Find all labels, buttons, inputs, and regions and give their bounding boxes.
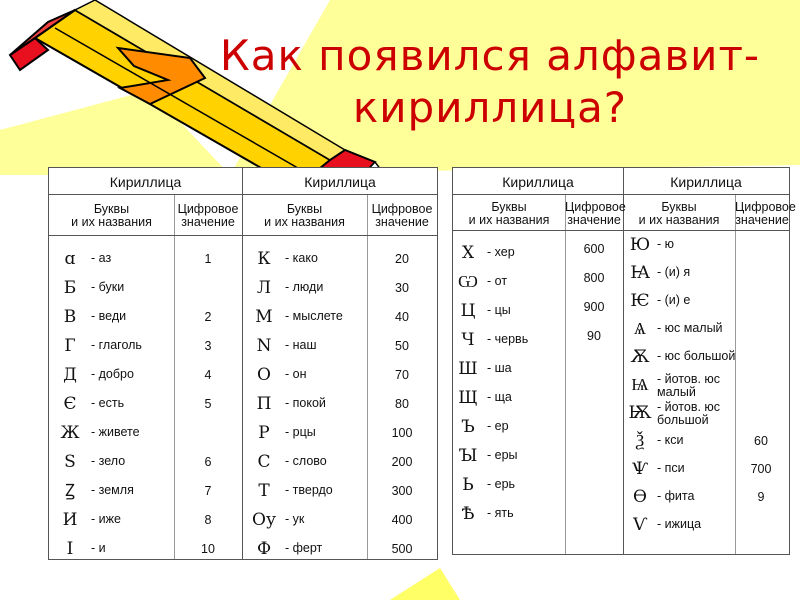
letter-glyph: Т	[258, 481, 270, 501]
letter-glyph: Ж	[60, 423, 80, 443]
letter-glyph: Ѣ	[461, 504, 475, 524]
letter-name: - юс малый	[657, 321, 723, 335]
letter-name: - добро	[91, 367, 134, 381]
letter-name: - иже	[91, 512, 121, 526]
section-header: Кириллица	[109, 174, 182, 190]
letter-glyph: И	[62, 510, 78, 530]
value-header: Цифровое значение	[371, 202, 433, 229]
letter-name: - живете	[91, 425, 140, 439]
yellow-backdrop-bottom	[390, 568, 460, 600]
letter-glyph: О	[257, 365, 271, 385]
numeric-value: 90	[587, 329, 601, 343]
numeric-value: 8	[204, 513, 212, 527]
numeric-value: 100	[391, 426, 413, 440]
numeric-value: 200	[391, 455, 413, 469]
letter-name: - люди	[285, 280, 324, 294]
numeric-value: 700	[750, 462, 772, 476]
letter-glyph: Ѳ	[633, 487, 647, 507]
letter-name: - от	[487, 274, 508, 288]
letter-name: - ер	[487, 419, 509, 433]
letter-glyph: Ш	[458, 359, 478, 379]
letter-name: - пси	[657, 461, 685, 475]
letter-name: - буки	[91, 280, 125, 294]
letter-glyph: М	[255, 307, 273, 327]
letter-glyph: Ѩ	[631, 375, 649, 395]
letter-name: - йотов. юс большой	[657, 400, 721, 427]
letter-glyph: Ѱ	[631, 459, 649, 479]
letter-glyph: N	[256, 336, 272, 356]
letter-name: - земля	[91, 483, 134, 497]
letter-name: - он	[285, 367, 307, 381]
letter-glyph: Ц	[460, 301, 476, 321]
numeric-value: 500	[391, 542, 413, 556]
numeric-value: 3	[204, 339, 212, 353]
letter-name: - глаголь	[91, 338, 142, 352]
letter-glyph: І	[66, 539, 74, 559]
letter-glyph: Г	[64, 336, 76, 356]
letters-header: Буквы и их названия	[264, 202, 345, 229]
letter-glyph: ɑ	[64, 249, 76, 269]
letter-name: - фита	[657, 489, 695, 503]
letter-glyph: Л	[256, 278, 272, 298]
letter-name: - ша	[487, 361, 512, 375]
column-divider	[565, 194, 566, 554]
numeric-value: 1	[204, 252, 212, 266]
letter-name: - твердо	[285, 483, 333, 497]
letter-glyph: К	[257, 249, 271, 269]
numeric-value: 900	[583, 300, 605, 314]
letters-header: Буквы и их названия	[468, 200, 550, 227]
numeric-value: 80	[395, 397, 409, 411]
letter-glyph: Ѧ	[633, 319, 647, 339]
letter-glyph: Ь	[462, 475, 474, 495]
letter-name: - како	[285, 251, 318, 265]
letter-name: - (и) я	[657, 265, 691, 279]
letter-glyph: Щ	[458, 388, 478, 408]
letter-name: - червь	[487, 332, 529, 346]
letter-glyph: Х	[461, 243, 475, 263]
letter-glyph: Ю	[629, 235, 651, 255]
column-divider	[174, 194, 175, 559]
value-header: Цифровое значение	[177, 202, 239, 229]
letter-name: - рцы	[285, 425, 316, 439]
numeric-value: 70	[395, 368, 409, 382]
letter-glyph: Ѵ	[632, 515, 648, 535]
letter-name: - ук	[285, 512, 305, 526]
letter-glyph: С	[257, 452, 271, 472]
column-divider	[735, 194, 736, 554]
letter-name: - есть	[91, 396, 125, 410]
letter-name: - покой	[285, 396, 326, 410]
letter-name: - слово	[285, 454, 327, 468]
letter-glyph: Є	[63, 394, 77, 414]
letter-glyph: Д	[63, 365, 77, 385]
letter-name: - ерь	[487, 477, 516, 491]
numeric-value: 4	[204, 368, 212, 382]
letter-glyph: Ꙁ	[65, 481, 75, 501]
numeric-value: 7	[204, 484, 212, 498]
page-title	[190, 30, 790, 134]
numeric-value: 6	[204, 455, 212, 469]
title-line-1: Как появился алфавит-	[219, 31, 761, 80]
letters-header: Буквы и их названия	[71, 202, 152, 229]
numeric-value: 2	[204, 310, 212, 324]
numeric-value: 40	[395, 310, 409, 324]
letter-glyph: Оу	[252, 510, 276, 530]
letter-glyph: Ꙗ	[630, 263, 650, 283]
letter-name: - зело	[91, 454, 126, 468]
letter-name: - (и) е	[657, 293, 691, 307]
numeric-value: 5	[204, 397, 212, 411]
letter-name: - ять	[487, 506, 514, 520]
letter-name: - аз	[91, 251, 112, 265]
letter-name: - мыслете	[285, 309, 343, 323]
row-divider	[49, 235, 437, 236]
column-divider	[367, 194, 368, 559]
letter-glyph: Б	[63, 278, 77, 298]
row-divider	[453, 194, 789, 195]
numeric-value: 10	[201, 542, 215, 556]
letter-glyph: Ꙑ	[458, 446, 478, 466]
numeric-value: 400	[391, 513, 413, 527]
letter-name: - юс большой	[657, 349, 736, 363]
numeric-value: 60	[754, 434, 768, 448]
section-header: Кириллица	[304, 174, 376, 190]
letter-name: - цы	[487, 303, 511, 317]
letter-glyph: Ъ	[461, 417, 475, 437]
alphabet-table-1	[48, 167, 438, 560]
section-header: Кириллица	[502, 174, 574, 190]
letter-name: - кси	[657, 433, 684, 447]
letter-glyph: П	[256, 394, 272, 414]
value-header: Цифровое значение	[735, 200, 796, 227]
letter-glyph: Ч	[461, 330, 475, 350]
letter-name: - веди	[91, 309, 127, 323]
letter-glyph: Ф	[256, 539, 272, 559]
numeric-value: 20	[395, 252, 409, 266]
letter-name: - хер	[487, 245, 515, 259]
numeric-value: 600	[583, 242, 605, 256]
letter-glyph: Ѭ	[628, 403, 652, 423]
numeric-value: 300	[391, 484, 413, 498]
letter-name: - ща	[487, 390, 512, 404]
letter-glyph: Ѯ	[635, 431, 645, 451]
letter-name: - йотов. юс малый	[657, 372, 721, 399]
letter-name: - ферт	[285, 541, 323, 555]
letter-name: - еры	[487, 448, 518, 462]
letter-name: - и	[91, 541, 106, 555]
letter-name: - ю	[657, 237, 675, 251]
section-header: Кириллица	[670, 174, 742, 190]
alphabet-table-2	[452, 167, 796, 555]
numeric-value: 50	[395, 339, 409, 353]
row-divider	[49, 194, 437, 195]
letter-glyph: Ѥ	[630, 291, 650, 311]
letters-header: Буквы и их названия	[638, 200, 720, 227]
letter-glyph: В	[63, 307, 77, 327]
numeric-value: 9	[757, 490, 765, 504]
title-line-2: кириллица?	[352, 83, 628, 132]
letter-name: - наш	[285, 338, 317, 352]
row-divider	[453, 230, 789, 231]
letter-glyph: Ѕ	[64, 452, 76, 472]
letter-glyph: Р	[258, 423, 270, 443]
letter-name: - ижица	[657, 517, 702, 531]
numeric-value: 800	[583, 271, 605, 285]
letter-glyph: Ѫ	[630, 347, 650, 367]
letter-glyph: Ѡ	[458, 272, 478, 292]
numeric-value: 30	[395, 281, 409, 295]
value-header: Цифровое значение	[565, 200, 626, 227]
